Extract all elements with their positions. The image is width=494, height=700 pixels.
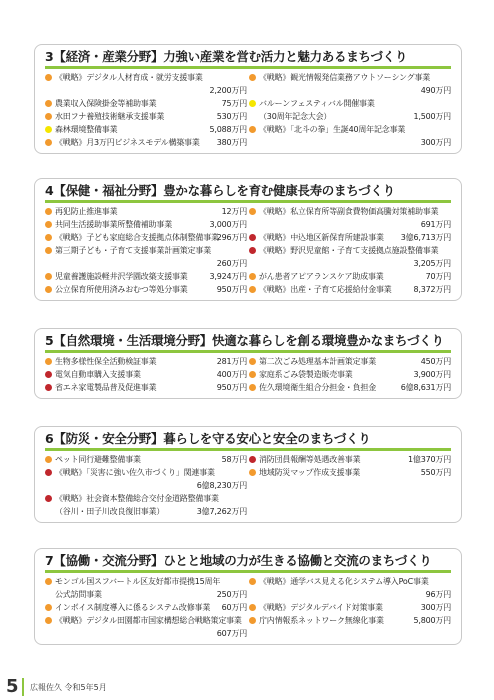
budget-item-label: （谷川・田子川改良復旧事業） <box>55 507 165 516</box>
budget-item <box>249 283 451 296</box>
left-column <box>45 355 247 394</box>
orange-bullet-icon <box>249 273 256 280</box>
budget-item <box>45 205 247 218</box>
budget-item-label: 《戦略》私立保育所等副食費物価高騰対策補助事業 <box>259 207 439 216</box>
budget-item-label: 第三期子ども・子育て支援事業計画策定事業 <box>55 246 211 255</box>
left-column <box>45 205 247 296</box>
budget-item-label: 《戦略》子ども家庭総合支援拠点体制整備事業 <box>55 233 219 242</box>
yellow-bullet-icon <box>249 100 256 107</box>
budget-item <box>45 601 247 614</box>
section-collaboration <box>34 548 462 645</box>
budget-item-amount: 96万円 <box>425 590 451 599</box>
budget-item <box>249 270 451 283</box>
orange-bullet-icon <box>249 578 256 585</box>
budget-item-label: モンゴル国スフバートル区友好都市提携15周年 <box>55 577 221 586</box>
budget-item-label: 児童養護施設軽井沢学園改築支援事業 <box>55 272 188 281</box>
publication-name: 広報佐久 令和5年5月 <box>30 683 107 692</box>
budget-item-label: 《戦略》月3万円ビジネスモデル構築事業 <box>55 138 200 147</box>
budget-item-label: 森林環境整備事業 <box>55 125 118 134</box>
budget-item-amount: 3,205万円 <box>413 259 451 268</box>
yellow-bullet-icon <box>45 126 52 133</box>
budget-item-label: （30周年記念大会） <box>259 112 332 121</box>
budget-item <box>249 575 451 601</box>
budget-item-amount: 260万円 <box>216 259 247 268</box>
section-title: 7【協働・交流分野】ひとと地域の力が生きる協働と交流のまちづくり <box>45 549 451 573</box>
budget-item-label: 公式訪問事業 <box>55 590 102 599</box>
budget-item-label: 《戦略》通学バス見える化システム導入PoC事業 <box>259 577 429 586</box>
budget-item-amount: 75万円 <box>221 99 247 108</box>
orange-bullet-icon <box>249 469 256 476</box>
right-column <box>249 71 451 149</box>
budget-item-amount: 400万円 <box>216 370 247 379</box>
budget-item <box>45 381 247 394</box>
section-title: 4【保健・福祉分野】豊かな暮らしを育む健康長寿のまちづくり <box>45 179 451 203</box>
budget-item-amount: 250万円 <box>216 590 247 599</box>
budget-item-amount: 3億7,262万円 <box>196 507 247 516</box>
red-bullet-icon <box>249 456 256 463</box>
budget-item-amount: 450万円 <box>420 357 451 366</box>
budget-item-amount: 691万円 <box>420 220 451 229</box>
budget-item-label: 《戦略》「災害に強い佐久市づくり」関連事業 <box>55 468 215 477</box>
budget-item-label: 第二次ごみ処理基本計画策定事業 <box>259 357 376 366</box>
orange-bullet-icon <box>249 617 256 624</box>
left-column <box>45 575 247 640</box>
budget-item-amount: 6億8,631万円 <box>400 383 451 392</box>
orange-bullet-icon <box>249 384 256 391</box>
budget-item-amount: 950万円 <box>216 383 247 392</box>
budget-item-amount: 530万円 <box>216 112 247 121</box>
section-economy <box>34 44 462 154</box>
budget-item-amount: 3,900万円 <box>413 370 451 379</box>
right-column <box>249 205 451 296</box>
budget-item-label: 《戦略》観光情報発信業務アウトソーシング事業 <box>259 73 431 82</box>
budget-item-label: 《戦略》「北斗の拳」生誕40周年記念事業 <box>259 125 406 134</box>
budget-item <box>249 71 451 97</box>
page-footer <box>0 672 494 700</box>
budget-item-amount: 2,200万円 <box>209 86 247 95</box>
orange-bullet-icon <box>45 113 52 120</box>
section-health <box>34 178 462 301</box>
budget-item <box>249 244 451 270</box>
orange-bullet-icon <box>249 604 256 611</box>
orange-bullet-icon <box>45 221 52 228</box>
budget-item-label: 再犯防止推進事業 <box>55 207 118 216</box>
budget-item-label: がん患者アピアランスケア助成事業 <box>259 272 384 281</box>
section-title: 6【防災・安全分野】暮らしを守る安心と安全のまちづくり <box>45 427 451 451</box>
orange-bullet-icon <box>249 286 256 293</box>
budget-item-amount: 70万円 <box>425 272 451 281</box>
budget-item-amount: 58万円 <box>221 455 247 464</box>
budget-item-label: 《戦略》野沢児童館・子育て支援拠点施設整備事業 <box>259 246 439 255</box>
orange-bullet-icon <box>45 456 52 463</box>
budget-item-amount: 5,800万円 <box>413 616 451 625</box>
section-title: 3【経済・産業分野】力強い産業を営む活力と魅力あるまちづくり <box>45 45 451 69</box>
budget-item-label: 《戦略》中込地区新保育所建設事業 <box>259 233 384 242</box>
red-bullet-icon <box>45 469 52 476</box>
left-column <box>45 453 247 518</box>
budget-item-amount: 490万円 <box>420 86 451 95</box>
budget-item <box>45 270 247 283</box>
orange-bullet-icon <box>45 617 52 624</box>
budget-item-label: 公立保育所使用済みおむつ等処分事業 <box>55 285 188 294</box>
budget-item-label: ペット同行避難整備事業 <box>55 455 141 464</box>
budget-item-label: 《戦略》デジタル田園都市国家構想総合戦略策定事業 <box>55 616 242 625</box>
budget-item-label: 《戦略》社会資本整備総合交付金道路整備事業 <box>55 494 219 503</box>
budget-item <box>249 205 451 231</box>
budget-item-label: 庁内情報系ネットワーク無線化事業 <box>259 616 384 625</box>
budget-item <box>249 381 451 394</box>
budget-item-label: 地域防災マップ作成支援事業 <box>259 468 361 477</box>
red-bullet-icon <box>249 247 256 254</box>
budget-item-amount: 12万円 <box>221 207 247 216</box>
budget-item-label: 省エネ家電製品普及促進事業 <box>55 383 157 392</box>
budget-item-amount: 300万円 <box>420 138 451 147</box>
budget-item <box>45 136 247 149</box>
budget-item <box>45 368 247 381</box>
budget-item <box>45 110 247 123</box>
budget-item-label: 《戦略》デジタルデバイド対策事業 <box>259 603 383 612</box>
section-safety <box>34 426 462 523</box>
budget-item-label: 《戦略》出産・子育て応援給付金事業 <box>259 285 392 294</box>
budget-item-label: 《戦略》デジタル人材育成・就労支援事業 <box>55 73 203 82</box>
red-bullet-icon <box>45 384 52 391</box>
right-column <box>249 453 451 518</box>
section-environment <box>34 328 462 399</box>
orange-bullet-icon <box>45 208 52 215</box>
budget-item-amount: 5,088万円 <box>209 125 247 134</box>
budget-item-amount: 8,372万円 <box>413 285 451 294</box>
budget-item <box>249 97 451 110</box>
budget-item <box>249 601 451 614</box>
red-bullet-icon <box>45 495 52 502</box>
orange-bullet-icon <box>249 74 256 81</box>
budget-item-label: 電気自動車購入支援事業 <box>55 370 141 379</box>
budget-item <box>249 110 451 123</box>
orange-bullet-icon <box>45 604 52 611</box>
budget-item-amount: 300万円 <box>420 603 451 612</box>
budget-item-label: 共同生活援助事業所整備補助事業 <box>55 220 172 229</box>
orange-bullet-icon <box>249 208 256 215</box>
budget-item <box>249 123 451 149</box>
right-column <box>249 355 451 394</box>
budget-item-amount: 3億6,713万円 <box>400 233 451 242</box>
budget-item <box>45 244 247 270</box>
orange-bullet-icon <box>45 100 52 107</box>
budget-item-amount: 550万円 <box>420 468 451 477</box>
orange-bullet-icon <box>45 273 52 280</box>
left-column <box>45 71 247 149</box>
budget-item <box>45 355 247 368</box>
right-column <box>249 575 451 640</box>
budget-item <box>249 614 451 627</box>
orange-bullet-icon <box>45 286 52 293</box>
budget-item <box>45 123 247 136</box>
orange-bullet-icon <box>45 578 52 585</box>
red-bullet-icon <box>249 234 256 241</box>
budget-item-label: 農業収入保険掛金等補助事業 <box>55 99 157 108</box>
budget-item <box>249 466 451 479</box>
page-divider <box>22 678 24 696</box>
orange-bullet-icon <box>249 358 256 365</box>
budget-item <box>45 505 247 518</box>
budget-item-label: 家庭系ごみ袋製造販売事業 <box>259 370 353 379</box>
orange-bullet-icon <box>249 126 256 133</box>
budget-item-amount: 60万円 <box>221 603 247 612</box>
budget-item-amount: 1億370万円 <box>408 455 451 464</box>
budget-item-amount: 6億8,230万円 <box>196 481 247 490</box>
budget-item <box>249 453 451 466</box>
budget-item-amount: 281万円 <box>216 357 247 366</box>
budget-item <box>45 218 247 231</box>
budget-item-label: インボイス制度導入に係るシステム改修事業 <box>55 603 211 612</box>
budget-item <box>249 355 451 368</box>
budget-item <box>45 614 247 640</box>
budget-item-amount: 3,000万円 <box>209 220 247 229</box>
red-bullet-icon <box>45 371 52 378</box>
budget-item-amount: 1,500万円 <box>413 112 451 121</box>
orange-bullet-icon <box>45 139 52 146</box>
budget-item <box>249 231 451 244</box>
page-number: 5 <box>6 676 19 697</box>
budget-item <box>45 588 247 601</box>
budget-item-label: 水田フナ養殖技術継承支援事業 <box>55 112 165 121</box>
budget-item-amount: 296万円 <box>216 233 247 242</box>
budget-item <box>45 231 247 244</box>
budget-item <box>45 466 247 492</box>
budget-item-amount: 950万円 <box>216 285 247 294</box>
budget-item-label: バルーンフェスティバル開催事業 <box>259 99 375 108</box>
budget-item <box>45 453 247 466</box>
budget-item <box>45 575 247 588</box>
section-title: 5【自然環境・生活環境分野】快適な暮らしを創る環境豊かなまちづくり <box>45 329 451 353</box>
budget-item <box>45 71 247 97</box>
budget-item-amount: 607万円 <box>216 629 247 638</box>
budget-item <box>249 368 451 381</box>
orange-bullet-icon <box>45 358 52 365</box>
budget-item <box>45 492 247 505</box>
budget-item <box>45 97 247 110</box>
orange-bullet-icon <box>45 74 52 81</box>
budget-item-label: 生物多様性保全活動検証事業 <box>55 357 157 366</box>
orange-bullet-icon <box>45 247 52 254</box>
budget-item <box>45 283 247 296</box>
budget-item-label: 消防団員報酬等処遇改善事業 <box>259 455 361 464</box>
budget-item-amount: 380万円 <box>216 138 247 147</box>
orange-bullet-icon <box>249 371 256 378</box>
budget-item-amount: 3,924万円 <box>209 272 247 281</box>
budget-item-label: 佐久環境衛生組合分担金・負担金 <box>259 383 376 392</box>
orange-bullet-icon <box>45 234 52 241</box>
